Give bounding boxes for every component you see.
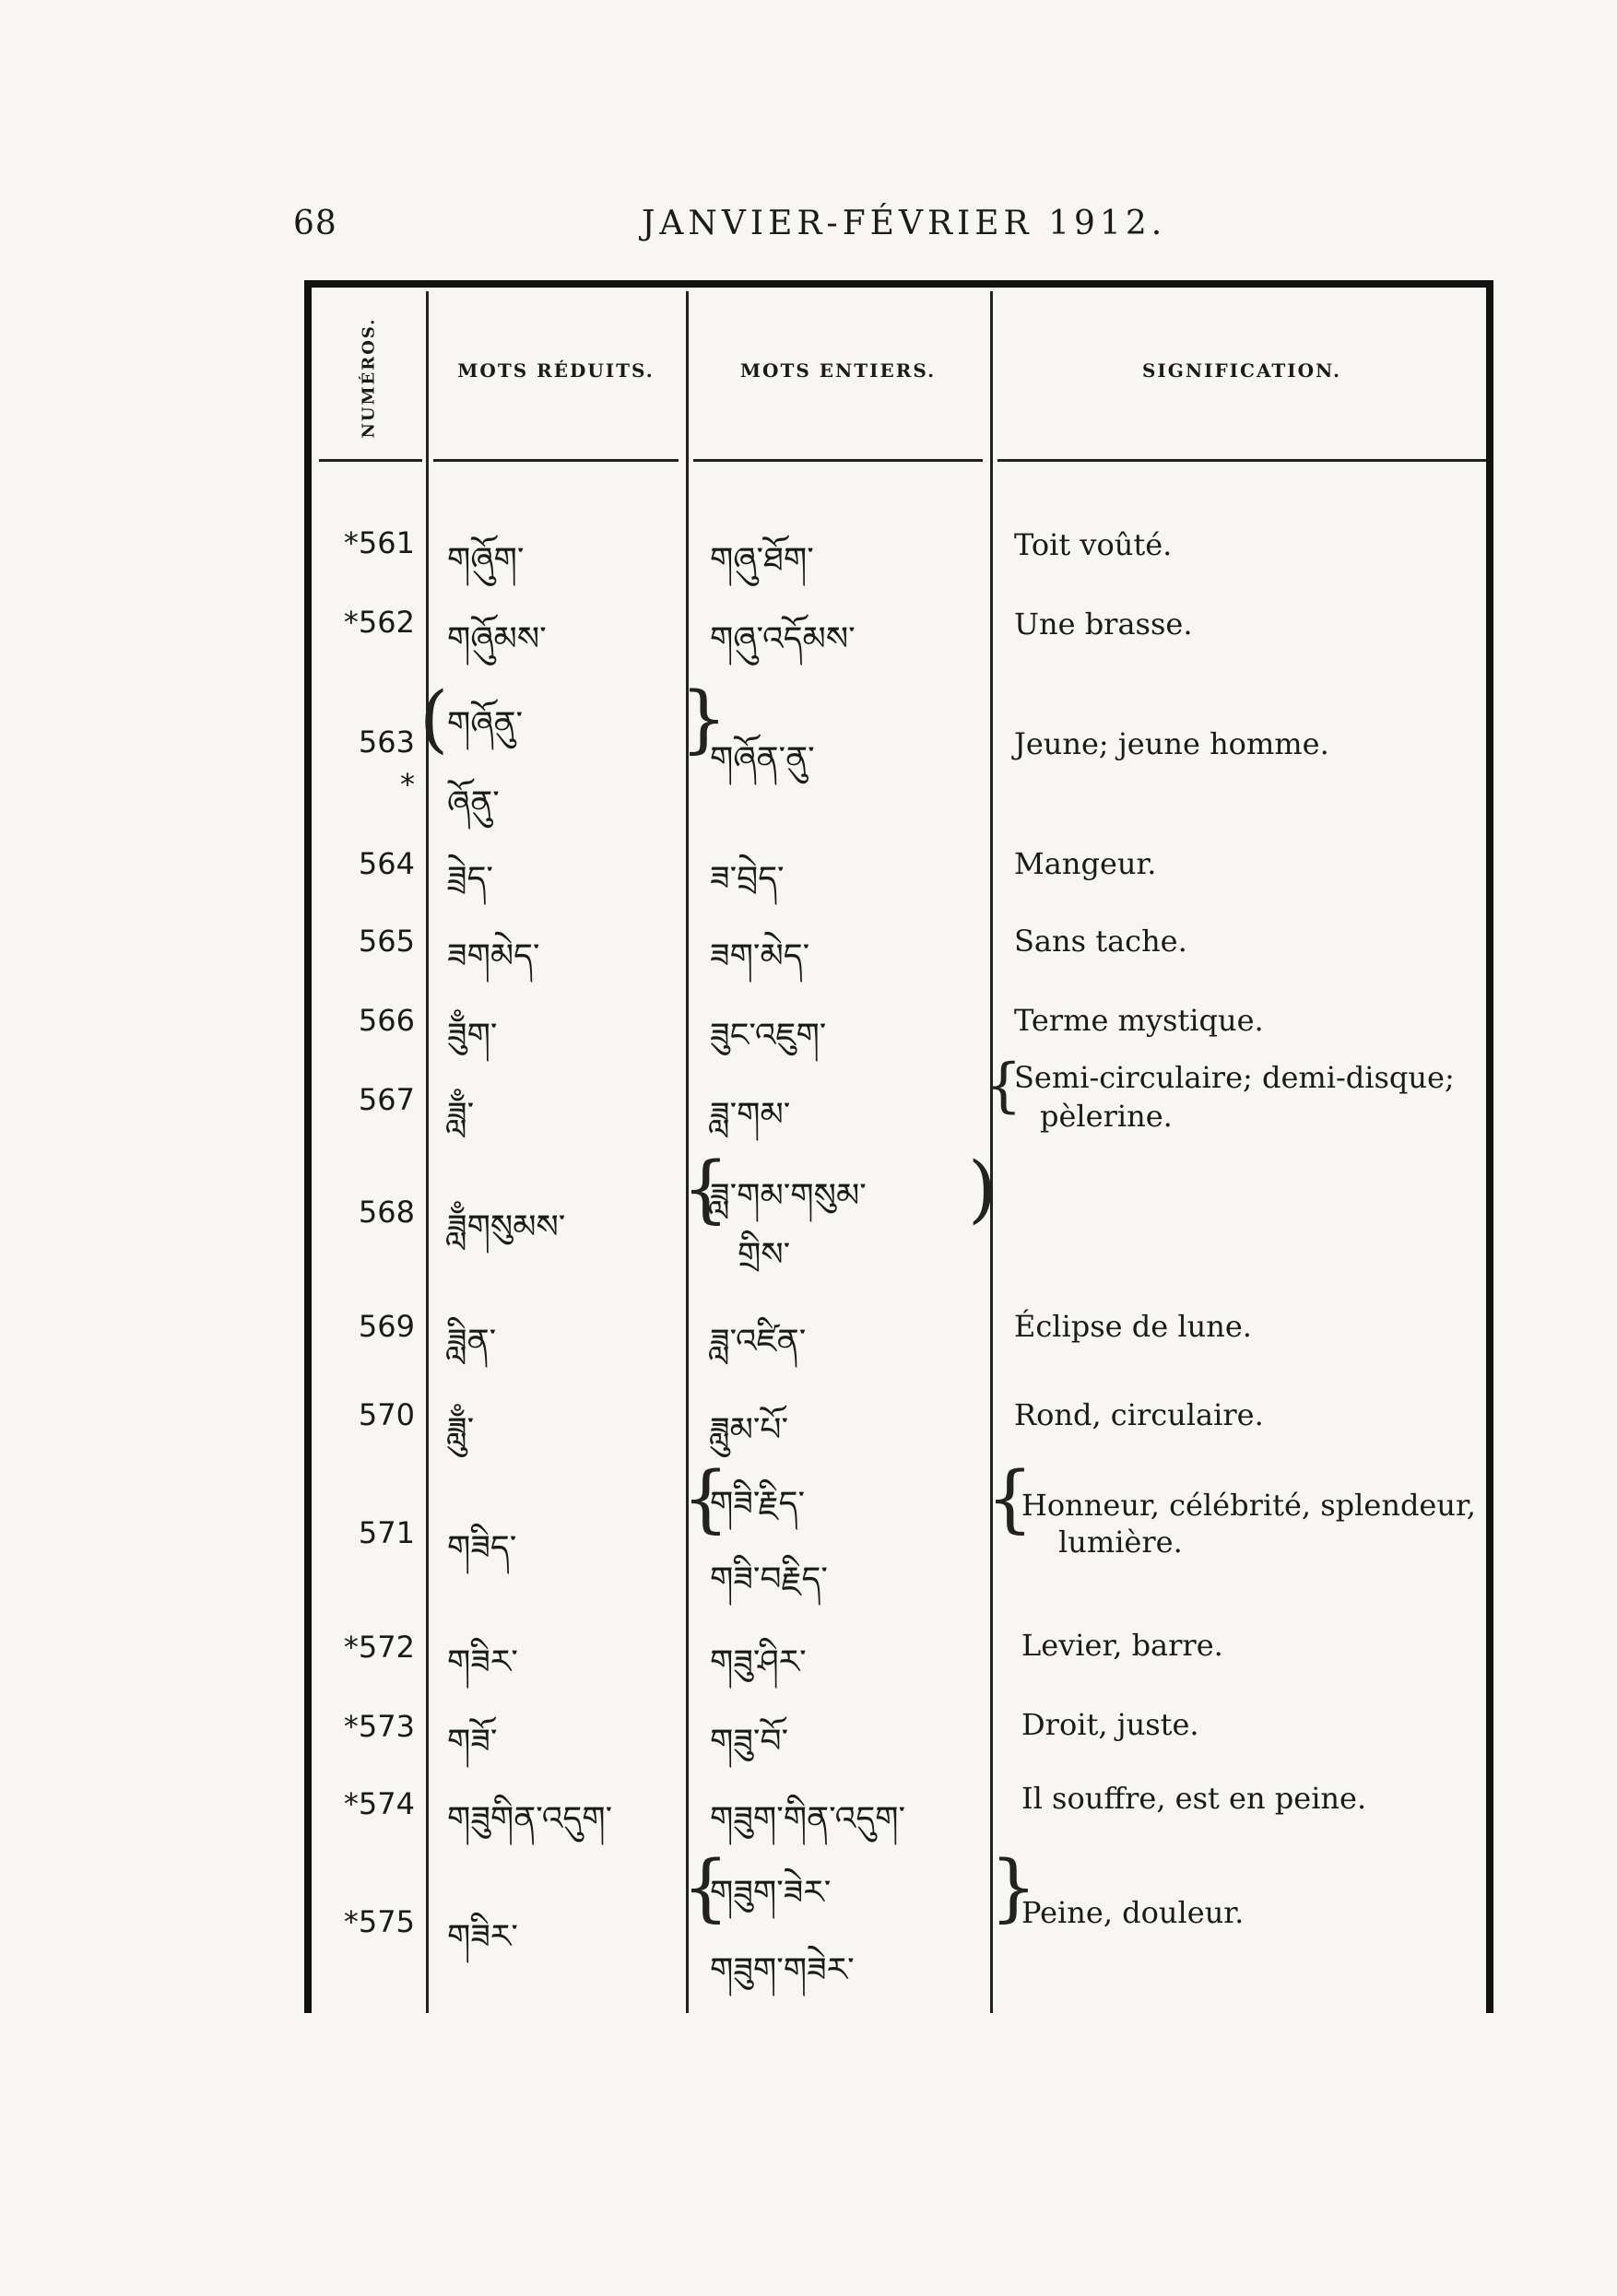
- row-number: 563: [358, 724, 415, 759]
- abbreviated-word: གཟིར་: [447, 1643, 518, 1681]
- signification: Honneur, célébrité, splendeur,: [1021, 1488, 1476, 1523]
- row-number: *574: [343, 1786, 415, 1821]
- brace-left: {: [682, 1844, 729, 1930]
- full-word-variant: གཟུག་གཟེར་: [710, 1951, 855, 1989]
- abbreviated-word: ཟླུྃ་: [447, 1411, 475, 1449]
- signification: Sans tache.: [1014, 924, 1187, 959]
- signification-line-2: pèlerine.: [1040, 1099, 1173, 1134]
- signification: Éclipse de lune.: [1014, 1309, 1252, 1344]
- signification: Toit voûté.: [1014, 527, 1173, 562]
- signification-line-2: lumière.: [1058, 1525, 1183, 1560]
- running-title: JANVIER-FÉVRIER 1912.: [642, 205, 1167, 242]
- abbreviated-word: གཟུགིན་འདུག་: [447, 1800, 613, 1838]
- page-header: [293, 205, 1215, 260]
- brace-left: {: [985, 1052, 1022, 1120]
- row-number: *575: [343, 1904, 415, 1939]
- abbreviated-word: ཟྲེད་: [447, 860, 493, 898]
- full-word: ཟླ་གམ་: [710, 1096, 791, 1134]
- row-number: *561: [343, 525, 415, 560]
- abbreviated-word: ཟླྃགསུམས་: [447, 1208, 566, 1246]
- full-word: ཟུང་འཇུག་: [710, 1017, 827, 1054]
- full-word: ཟླུམ་པོ་: [710, 1411, 789, 1449]
- abbreviated-word: གཞོནུ་: [447, 705, 524, 743]
- brace-right: ): [968, 1146, 997, 1231]
- signification: Mangeur.: [1014, 846, 1157, 881]
- row-number: 566: [358, 1003, 415, 1038]
- asterisk-mark: *: [400, 767, 415, 802]
- signification: Peine, douleur.: [1021, 1895, 1245, 1930]
- full-word-line-2: གྲིས་: [738, 1236, 791, 1274]
- full-word: གཟུ་ཤིར་: [710, 1643, 807, 1681]
- brace-left: {: [986, 1455, 1033, 1541]
- full-word: གཟུག་གིན་འདུག་: [710, 1800, 906, 1838]
- full-word: གཞུ་འདོམས་: [710, 620, 856, 658]
- header-signification: SIGNIFICATION.: [1141, 359, 1342, 382]
- row-number: 569: [358, 1309, 415, 1344]
- abbreviated-word: གཟིར་: [447, 1918, 518, 1956]
- column-rule-1: [426, 291, 429, 2013]
- brace-right: }: [680, 676, 727, 761]
- header-rule-3: [693, 459, 983, 462]
- header-rule-1: [319, 459, 422, 462]
- brace-left: {: [682, 1455, 729, 1541]
- full-word: ཟག་མེད་: [710, 937, 810, 975]
- abbreviated-word: གཞོུག་: [447, 541, 525, 579]
- abbreviated-word: གཞོུམས་: [447, 620, 547, 658]
- row-number: 564: [358, 846, 415, 881]
- row-number: 570: [358, 1397, 415, 1432]
- signification: Droit, juste.: [1021, 1707, 1199, 1742]
- full-word-variant: གཟི་བརྗིད་: [710, 1560, 828, 1598]
- full-word: གཞོན་ནུ་: [710, 740, 815, 778]
- header-mots-reduits: MOTS RÉDUITS.: [457, 359, 655, 382]
- signification: Il souffre, est en peine.: [1021, 1781, 1367, 1816]
- abbreviated-word: ཟླྃ་: [447, 1096, 475, 1134]
- abbreviated-word-variant: ཞོནུ་: [447, 784, 500, 822]
- full-word: ཟླ་གམ་གསུམ་: [710, 1177, 867, 1215]
- row-number: 568: [358, 1195, 415, 1230]
- signification: Levier, barre.: [1021, 1628, 1223, 1663]
- full-word: གཟི་རྗིད་: [710, 1485, 806, 1523]
- signification: Terme mystique.: [1014, 1003, 1264, 1038]
- abbreviated-word: ཟུྃག་: [447, 1017, 498, 1054]
- abbreviated-word: གཟིད་: [447, 1529, 517, 1567]
- signification: Rond, circulaire.: [1014, 1397, 1264, 1432]
- header-mots-entiers: MOTS ENTIERS.: [739, 359, 937, 382]
- brace-left: (: [419, 676, 449, 761]
- full-word: གཟུག་ཟེར་: [710, 1874, 832, 1912]
- page-number: 68: [293, 205, 337, 242]
- signification: Jeune; jeune homme.: [1014, 726, 1329, 761]
- header-rule-2: [433, 459, 679, 462]
- full-word: ཟ་བྲེད་: [710, 860, 785, 898]
- signification: Semi-circulaire; demi-disque;: [1014, 1060, 1455, 1095]
- header-rule-4: [997, 459, 1486, 462]
- signification: Une brasse.: [1014, 606, 1193, 642]
- full-word: ཟླ་འཛིན་: [710, 1323, 807, 1360]
- row-number: 565: [358, 924, 415, 959]
- header-numeros: NUMÉROS.: [359, 317, 379, 439]
- full-word: གཞུ་ཐོག་: [710, 541, 814, 579]
- abbreviated-word: ཟླིན་: [447, 1323, 497, 1360]
- row-number: *573: [343, 1709, 415, 1744]
- row-number: *572: [343, 1630, 415, 1665]
- full-word: གཟུ་བོ་: [710, 1723, 789, 1760]
- row-number: *562: [343, 605, 415, 640]
- abbreviated-word: གཟོ་: [447, 1723, 498, 1760]
- abbreviated-word: ཟགམེད་: [447, 937, 540, 975]
- row-number: 567: [358, 1082, 415, 1117]
- brace-left: {: [682, 1146, 729, 1231]
- row-number: 571: [358, 1515, 415, 1550]
- brace-right: }: [990, 1844, 1037, 1930]
